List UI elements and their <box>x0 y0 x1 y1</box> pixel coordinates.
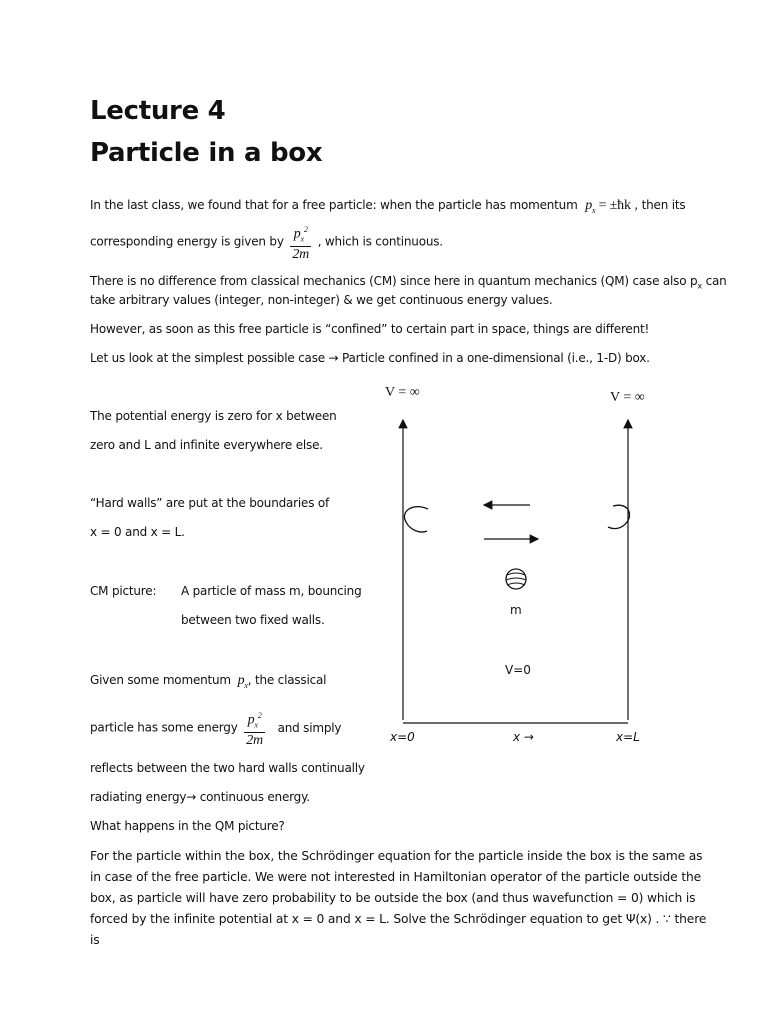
cm-picture-label: CM picture: <box>90 584 157 598</box>
right-bounce-curve <box>608 505 629 528</box>
reflect-line1: reflects between the two hard walls continually <box>90 761 365 775</box>
para1-text: In the last class, we found that for a free particle: when the particle has momentum <box>90 198 578 212</box>
cm-line2: between two fixed walls. <box>181 613 325 627</box>
pe-line2: zero and L and infinite everywhere else. <box>90 438 323 452</box>
hard-walls-line1: “Hard walls” are put at the boundaries of <box>90 496 330 510</box>
v-zero-label: V=0 <box>505 663 531 677</box>
cm-line1: A particle of mass m, bouncing <box>181 584 362 598</box>
hard-walls-line2: x = 0 and x = L. <box>90 525 185 539</box>
x-zero-label: x=0 <box>390 730 415 744</box>
paragraph-simplest-case: Let us look at the simplest possible case → Particle confined in a one-dimensional (i.e., 1-D) box. <box>90 351 650 365</box>
topic-title: Particle in a box <box>90 138 323 168</box>
pe-line1: The potential energy is zero for x between <box>90 409 337 423</box>
v-infinity-right: V = ∞ <box>610 390 645 405</box>
given-momentum: Given some momentum $p_x$, the classical <box>90 673 327 690</box>
paragraph-cm-vs-qm: There is no difference from classical mechanics (CM) since here in quantum mechanics (QM) case also $p_x$ can <box>90 274 727 291</box>
left-bounce-curve <box>404 507 428 532</box>
x-axis-arrow-label: x → <box>513 730 534 744</box>
para2-tail: , which is continuous. <box>317 234 443 249</box>
x-L-label: x=L <box>616 730 640 744</box>
para2-text: corresponding energy is given by <box>90 234 284 249</box>
reflect-line2: radiating energy→ continuous energy. <box>90 790 310 804</box>
momentum-expr: $p_x$ = ±ħk <box>585 198 631 215</box>
energy-fraction: $\frac{p_x^2}{2m}$ <box>290 222 311 262</box>
energy-fraction-2: $\frac{p_x^2}{2m}$ <box>244 708 265 748</box>
para1-tail: , then its <box>634 198 686 212</box>
paragraph-confined: However, as soon as this free particle is “confined” to certain part in space, things are different! <box>90 322 650 336</box>
final-paragraph: For the particle within the box, the Schrödinger equation for the particle inside the box is the same as in case of the free particle. We were not interested in Hamiltonian operator of the particle outside the box, as particle will have zero probability to be outside the box (and thus wavefunction = 0) which is forced by the infinite potential at x = 0 and x = L. Solve the Schrödinger equation to get Ψ(x) . ∵ there is <box>90 849 707 947</box>
qm-question: What happens in the QM picture? <box>90 819 285 833</box>
lecture-title: Lecture 4 <box>90 96 226 126</box>
mass-label: m <box>510 603 522 617</box>
paragraph-cm-vs-qm-line2: take arbitrary values (integer, non-integer) & we get continuous energy values. <box>90 293 553 307</box>
v-infinity-left: V = ∞ <box>385 385 420 400</box>
particle-energy: particle has some energy $\frac{p_x^2}{2m}$ and simply <box>90 708 341 748</box>
